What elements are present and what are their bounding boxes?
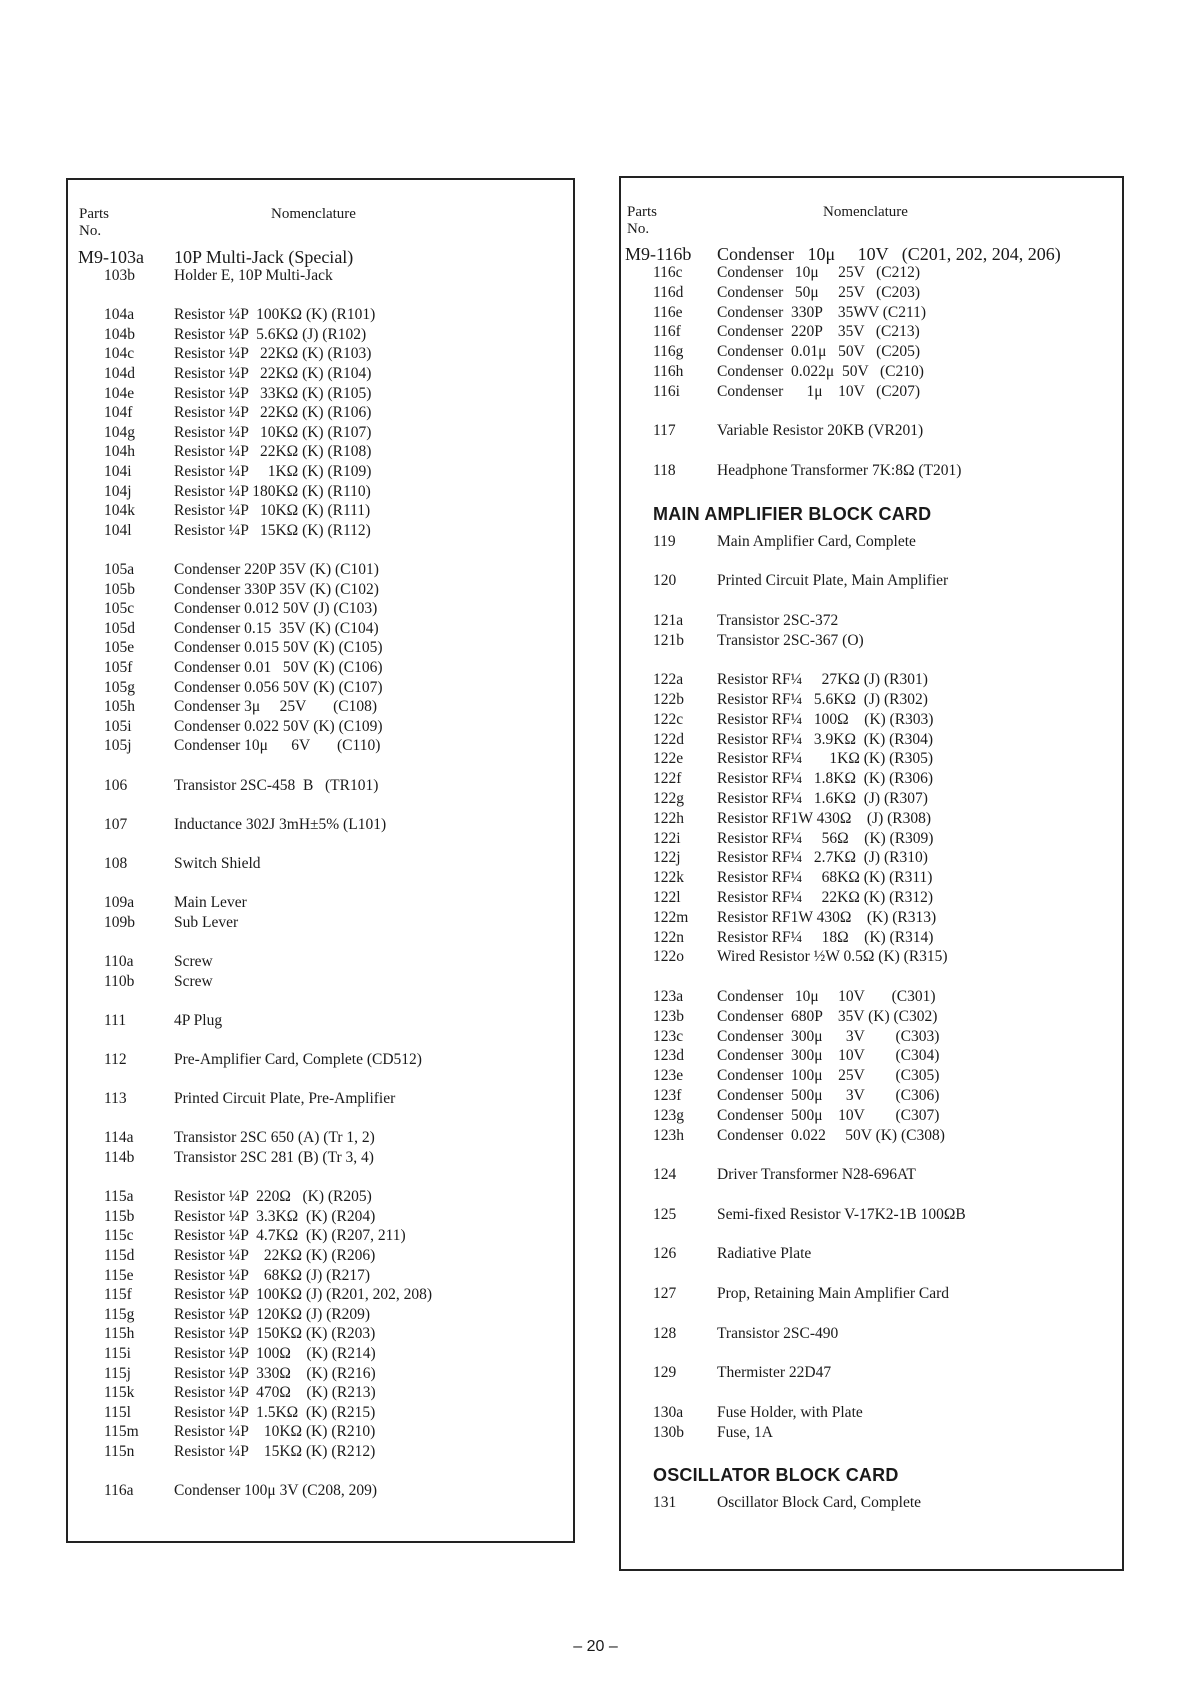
part-number: 105e [104, 639, 135, 657]
part-number: 115i [104, 1345, 131, 1362]
part-nomenclature: Printed Circuit Plate, Pre-Amplifier [174, 1090, 396, 1108]
part-nomenclature: Resistor RF¼ 22KΩ (K) (R312) [717, 889, 934, 906]
part-number: 123f [653, 1087, 682, 1104]
part-nomenclature: Pre-Amplifier Card, Complete (CD512) [174, 1051, 422, 1068]
part-number: 116d [653, 283, 684, 301]
part-number: 104k [104, 502, 135, 520]
part-number: 115e [104, 1266, 134, 1284]
part-nomenclature: Condenser 0.01μ 50V (C205) [717, 343, 921, 361]
part-nomenclature: Fuse, 1A [717, 1423, 773, 1441]
part-nomenclature: Resistor RF1W 430Ω (K) (R313) [717, 908, 937, 926]
part-number: 119 [653, 532, 676, 550]
part-nomenclature: Resistor ¼P 3.3KΩ (K) (R204) [174, 1207, 376, 1225]
part-number: 123d [653, 1047, 684, 1065]
part-number: 111 [104, 1011, 127, 1029]
part-number: 113 [104, 1090, 127, 1108]
part-number: 122i [653, 829, 681, 847]
part-nomenclature: Resistor ¼P 22KΩ (K) (R104) [174, 365, 372, 382]
part-nomenclature: Resistor ¼P 33KΩ (K) (R105) [174, 384, 372, 402]
part-number: 114b [104, 1149, 135, 1166]
part-nomenclature: Resistor RF¼ 27KΩ (J) (R301) [717, 671, 928, 689]
part-nomenclature: Condenser 10μ 10V (C201, 202, 204, 206) [717, 244, 1061, 264]
section-title: MAIN AMPLIFIER BLOCK CARD [653, 503, 932, 524]
part-nomenclature: Driver Transformer N28-696AT [717, 1166, 916, 1184]
part-nomenclature: 10P Multi-Jack (Special) [174, 247, 354, 267]
part-number: 118 [653, 462, 676, 479]
part-number: 120 [653, 572, 677, 590]
page-number: – 20 – [573, 1638, 618, 1655]
part-number: 122c [653, 710, 684, 728]
part-number: 115a [104, 1188, 134, 1206]
part-nomenclature: Condenser 10μ 6V (C110) [174, 737, 381, 755]
header-parts-no: Parts No. [627, 204, 657, 237]
part-nomenclature: Condenser 680P 35V (K) (C302) [717, 1007, 938, 1025]
part-number: 129 [653, 1364, 677, 1382]
part-number: 105g [104, 678, 135, 696]
part-nomenclature: Resistor ¼P 1KΩ (K) (R109) [174, 463, 372, 480]
part-nomenclature: Condenser 0.15 35V (K) (C104) [174, 619, 379, 637]
part-nomenclature: Condenser 0.01 50V (K) (C106) [174, 659, 383, 676]
part-nomenclature: Condenser 330P 35V (K) (C102) [174, 580, 379, 598]
part-nomenclature: Main Lever [174, 894, 247, 912]
part-number: 104e [104, 384, 135, 402]
part-nomenclature: Thermister 22D47 [717, 1364, 832, 1382]
part-nomenclature: Resistor RF¼ 56Ω (K) (R309) [717, 829, 934, 847]
part-nomenclature: Resistor ¼P 100Ω (K) (R214) [174, 1345, 376, 1362]
part-number: 122f [653, 770, 682, 788]
part-nomenclature: Resistor ¼P 5.6KΩ (J) (R102) [174, 325, 367, 343]
part-number: 123c [653, 1027, 684, 1045]
part-number: 115n [104, 1443, 135, 1460]
part-nomenclature: Resistor ¼P 120KΩ (J) (R209) [174, 1305, 371, 1323]
part-number: 112 [104, 1051, 127, 1068]
part-number: 121b [653, 631, 684, 649]
part-nomenclature: Resistor RF¼ 2.7KΩ (J) (R310) [717, 849, 928, 867]
part-number: 122j [653, 849, 681, 867]
part-nomenclature: Transistor 2SC 650 (A) (Tr 1, 2) [174, 1129, 375, 1147]
part-nomenclature: Condenser 500μ 10V (C307) [717, 1106, 940, 1124]
part-nomenclature: Condenser 100μ 25V (C305) [717, 1067, 940, 1085]
part-number: 115c [104, 1227, 134, 1245]
part-number: 110a [104, 953, 134, 970]
part-nomenclature: Headphone Transformer 7K:8Ω (T201) [717, 462, 962, 479]
part-number: 122h [653, 809, 684, 827]
part-number: 105f [104, 659, 133, 676]
part-number: 115d [104, 1247, 135, 1264]
part-nomenclature: Wired Resistor ½W 0.5Ω (K) (R315) [717, 948, 948, 966]
part-nomenclature: Resistor RF¼ 1.6KΩ (J) (R307) [717, 790, 928, 807]
part-nomenclature: Resistor ¼P 330Ω (K) (R216) [174, 1364, 376, 1382]
part-number: 122l [653, 889, 681, 906]
part-nomenclature: Resistor ¼P 10KΩ (K) (R107) [174, 423, 372, 441]
part-nomenclature: Sub Lever [174, 913, 239, 931]
part-nomenclature: Holder E, 10P Multi-Jack [174, 267, 333, 284]
part-nomenclature: Resistor ¼P 15KΩ (K) (R112) [174, 521, 371, 539]
part-number: 115m [104, 1423, 139, 1441]
part-nomenclature: Condenser 50μ 25V (C203) [717, 283, 921, 301]
part-number: 123g [653, 1106, 684, 1124]
part-number: 131 [653, 1494, 677, 1512]
part-nomenclature: Condenser 100μ 3V (C208, 209) [174, 1482, 378, 1500]
part-nomenclature: Fuse Holder, with Plate [717, 1403, 863, 1421]
part-nomenclature: Semi-fixed Resistor V-17K2-1B 100ΩB [717, 1205, 966, 1223]
part-nomenclature: Resistor ¼P 1.5KΩ (K) (R215) [174, 1403, 376, 1421]
part-number: 122a [653, 671, 684, 689]
part-nomenclature: Resistor ¼P 22KΩ (K) (R106) [174, 404, 372, 422]
part-number: 126 [653, 1245, 677, 1263]
part-number: 105a [104, 561, 135, 578]
part-nomenclature: Resistor ¼P 68KΩ (J) (R217) [174, 1266, 371, 1284]
part-nomenclature: Variable Resistor 20KB (VR201) [717, 422, 924, 440]
parts-list-panel-right [619, 176, 1124, 1571]
part-number: 125 [653, 1205, 677, 1223]
part-number: 104a [104, 306, 135, 324]
part-nomenclature: Resistor ¼P 100KΩ (K) (R101) [174, 306, 376, 324]
part-number: 116e [653, 303, 683, 321]
part-number: 104c [104, 345, 135, 363]
part-number: 115f [104, 1286, 132, 1304]
part-number: 104b [104, 325, 135, 343]
part-number: 130b [653, 1423, 684, 1441]
part-number: 105j [104, 737, 132, 755]
part-number: 103b [104, 267, 135, 284]
part-nomenclature: Resistor RF¼ 1KΩ (K) (R305) [717, 750, 934, 768]
header-nomenclature: Nomenclature [271, 206, 356, 222]
part-number: 115k [104, 1384, 135, 1402]
part-nomenclature: Resistor ¼P 4.7KΩ (K) (R207, 211) [174, 1227, 406, 1245]
part-nomenclature: Resistor RF¼ 100Ω (K) (R303) [717, 710, 934, 728]
part-number: 115g [104, 1305, 135, 1323]
part-nomenclature: Transistor 2SC-372 [717, 611, 839, 629]
part-number: 127 [653, 1285, 677, 1302]
part-nomenclature: Condenser 220P 35V (K) (C101) [174, 561, 379, 578]
part-number: 110b [104, 972, 135, 990]
part-nomenclature: Condenser 220P 35V (C213) [717, 323, 920, 341]
part-number: 105b [104, 580, 135, 598]
part-nomenclature: Condenser 3μ 25V (C108) [174, 698, 378, 716]
part-number: 116a [104, 1482, 134, 1500]
parts-list-panel-left [66, 178, 575, 1543]
part-nomenclature: Condenser 330P 35WV (C211) [717, 303, 927, 321]
part-nomenclature: Condenser 0.015 50V (K) (C105) [174, 639, 383, 657]
part-number: 114a [104, 1129, 134, 1147]
part-nomenclature: Condenser 0.022 50V (K) (C109) [174, 717, 383, 735]
part-nomenclature: Resistor ¼P 100KΩ (J) (R201, 202, 208) [174, 1286, 433, 1304]
part-number: M9-116b [625, 244, 692, 264]
header-nomenclature: Nomenclature [823, 204, 908, 220]
part-nomenclature: Resistor RF¼ 3.9KΩ (K) (R304) [717, 730, 934, 748]
part-nomenclature: Radiative Plate [717, 1245, 812, 1263]
part-nomenclature: Condenser 500μ 3V (C306) [717, 1087, 940, 1104]
part-number: 107 [104, 815, 128, 833]
part-nomenclature: Transistor 2SC 281 (B) (Tr 3, 4) [174, 1149, 374, 1166]
part-number: 116f [653, 323, 681, 341]
part-number: 117 [653, 422, 676, 440]
part-number: 105i [104, 717, 132, 735]
part-number: 105h [104, 698, 135, 716]
part-nomenclature: Resistor ¼P 22KΩ (K) (R103) [174, 345, 372, 363]
part-nomenclature: Oscillator Block Card, Complete [717, 1494, 922, 1512]
part-number: 104i [104, 463, 132, 480]
part-number: 104j [104, 482, 132, 500]
part-number: 123a [653, 988, 684, 1005]
part-nomenclature: Resistor ¼P 10KΩ (K) (R111) [174, 502, 371, 520]
part-nomenclature: Inductance 302J 3mH±5% (L101) [174, 815, 387, 833]
part-number: 122e [653, 750, 684, 768]
part-nomenclature: Resistor RF¼ 18Ω (K) (R314) [717, 928, 934, 946]
part-number: 105d [104, 619, 135, 637]
part-nomenclature: 4P Plug [174, 1011, 223, 1029]
part-nomenclature: Resistor ¼P 150KΩ (K) (R203) [174, 1325, 376, 1343]
part-number: 122n [653, 928, 684, 946]
part-number: 105c [104, 600, 135, 618]
part-number: 116g [653, 343, 684, 361]
part-number: 116i [653, 382, 680, 400]
part-nomenclature: Condenser 0.056 50V (K) (C107) [174, 678, 383, 696]
part-number: 122d [653, 730, 684, 748]
part-number: 115j [104, 1364, 131, 1382]
part-number: 104h [104, 443, 135, 461]
part-number: 115h [104, 1325, 135, 1343]
part-nomenclature: Switch Shield [174, 855, 261, 872]
part-nomenclature: Main Amplifier Card, Complete [717, 532, 916, 550]
part-number: 115l [104, 1403, 131, 1421]
header-parts-no: Parts No. [79, 206, 109, 239]
part-nomenclature: Condenser 300μ 10V (C304) [717, 1047, 940, 1065]
part-number: 104f [104, 404, 133, 422]
part-number: 109a [104, 894, 135, 912]
part-number: 130a [653, 1403, 684, 1421]
part-nomenclature: Resistor RF¼ 68KΩ (K) (R311) [717, 869, 933, 887]
part-nomenclature: Transistor 2SC-458 B (TR101) [174, 776, 379, 794]
part-nomenclature: Condenser 0.012 50V (J) (C103) [174, 600, 378, 618]
part-nomenclature: Screw [174, 972, 213, 990]
part-nomenclature: Condenser 0.022 50V (K) (C308) [717, 1126, 945, 1144]
part-nomenclature: Screw [174, 953, 213, 970]
part-nomenclature: Resistor ¼P 22KΩ (K) (R206) [174, 1247, 376, 1264]
part-number: 123b [653, 1007, 684, 1025]
part-number: 104g [104, 423, 135, 441]
part-number: 123h [653, 1126, 684, 1144]
part-nomenclature: Resistor RF1W 430Ω (J) (R308) [717, 809, 932, 827]
part-number: 122g [653, 790, 684, 807]
part-nomenclature: Resistor ¼P 15KΩ (K) (R212) [174, 1443, 376, 1460]
part-number: 115b [104, 1207, 135, 1225]
part-number: 122k [653, 869, 684, 887]
part-number: 106 [104, 776, 128, 794]
part-nomenclature: Resistor RF¼ 5.6KΩ (J) (R302) [717, 691, 928, 708]
part-number: 122m [653, 908, 689, 926]
part-nomenclature: Resistor ¼P 10KΩ (K) (R210) [174, 1423, 376, 1441]
part-number: 116h [653, 363, 684, 380]
part-number: 108 [104, 855, 128, 872]
part-nomenclature: Transistor 2SC-367 (O) [717, 631, 864, 649]
part-number: 124 [653, 1166, 677, 1184]
part-number: 122o [653, 948, 684, 966]
part-nomenclature: Resistor RF¼ 1.8KΩ (K) (R306) [717, 770, 934, 788]
part-number: 121a [653, 611, 684, 629]
part-number: 109b [104, 913, 135, 931]
part-nomenclature: Condenser 10μ 10V (C301) [717, 988, 936, 1005]
part-nomenclature: Resistor ¼P 180KΩ (K) (R110) [174, 482, 371, 500]
part-nomenclature: Condenser 10μ 25V (C212) [717, 264, 921, 281]
part-nomenclature: Transistor 2SC-490 [717, 1324, 839, 1342]
part-number: 104l [104, 521, 132, 539]
section-title: OSCILLATOR BLOCK CARD [653, 1465, 899, 1486]
part-number: M9-103a [78, 247, 144, 267]
part-nomenclature: Resistor ¼P 22KΩ (K) (R108) [174, 443, 372, 461]
part-nomenclature: Resistor ¼P 220Ω (K) (R205) [174, 1188, 372, 1206]
part-number: 123e [653, 1067, 684, 1085]
part-nomenclature: Printed Circuit Plate, Main Amplifier [717, 572, 949, 590]
part-nomenclature: Condenser 1μ 10V (C207) [717, 382, 921, 400]
part-number: 104d [104, 365, 135, 382]
part-number: 128 [653, 1324, 677, 1342]
part-nomenclature: Resistor ¼P 470Ω (K) (R213) [174, 1384, 376, 1402]
part-nomenclature: Prop, Retaining Main Amplifier Card [717, 1285, 950, 1302]
part-number: 116c [653, 264, 683, 281]
part-number: 122b [653, 691, 684, 708]
part-nomenclature: Condenser 0.022μ 50V (C210) [717, 363, 924, 380]
part-nomenclature: Condenser 300μ 3V (C303) [717, 1027, 940, 1045]
